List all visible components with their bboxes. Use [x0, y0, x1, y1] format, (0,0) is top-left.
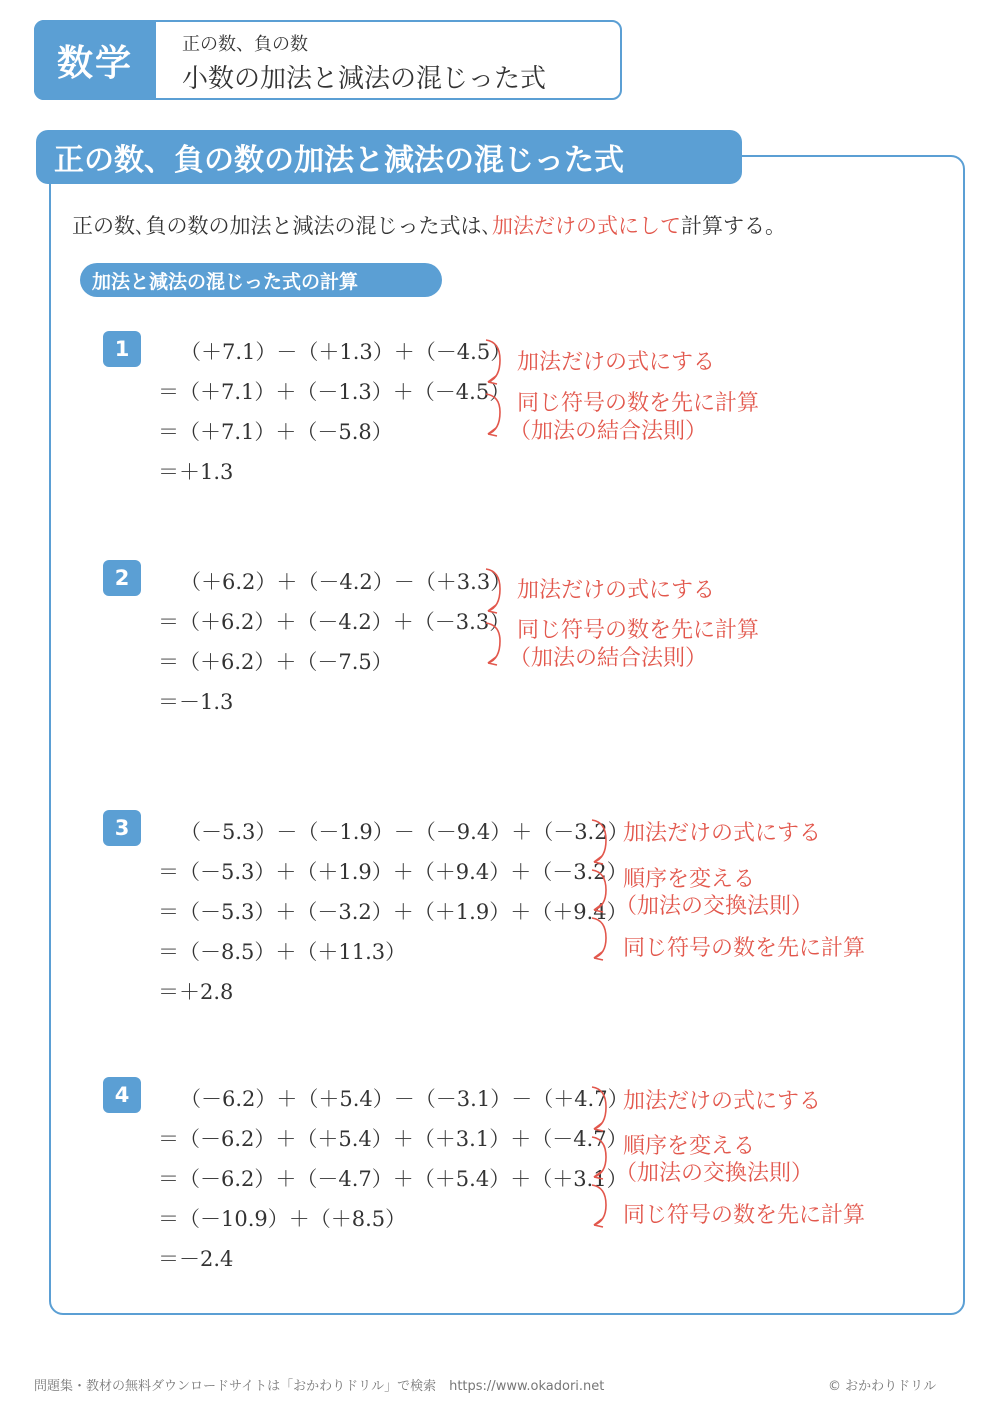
expression-line: ＝－1.3	[158, 690, 234, 714]
section-title: 正の数、負の数の加法と減法の混じった式	[36, 130, 742, 184]
expression-line: ＝＋1.3	[158, 460, 234, 484]
footer-text: 問題集・教材の無料ダウンロードサイトは「おかわりドリル」で検索 https://www.okadori.net	[34, 1379, 605, 1394]
expression-line: （－6.2）＋（＋5.4）－（－3.1）－（＋4.7）	[180, 1087, 629, 1111]
annotation: 加法だけの式にする	[517, 578, 716, 603]
bracket-arrow-icon	[590, 818, 620, 963]
annotation: 同じ符号の数を先に計算	[517, 391, 760, 416]
expression-line: （＋6.2）＋（－4.2）－（＋3.3）	[180, 570, 512, 594]
subheading: 加法と減法の混じった式の計算	[80, 263, 442, 297]
problem-number-badge: 3	[103, 810, 141, 846]
annotation: 加法だけの式にする	[623, 821, 822, 846]
annotation: 加法だけの式にする	[517, 350, 716, 375]
annotation: 同じ符号の数を先に計算	[623, 936, 866, 961]
problem-number-badge: 2	[103, 560, 141, 596]
expression-line: ＝－2.4	[158, 1247, 234, 1271]
expression-line: ＝（＋7.1）＋（－5.8）	[158, 420, 393, 444]
expression-line: ＝（－6.2）＋（－4.7）＋（＋5.4）＋（＋3.1）	[158, 1167, 628, 1191]
annotation: （加法の交換法則）	[615, 1161, 814, 1186]
annotation: 加法だけの式にする	[623, 1089, 822, 1114]
expression-line: （－5.3）－（－1.9）－（－9.4）＋（－3.2）	[180, 820, 629, 844]
intro-highlight: 加法だけの式にして	[492, 214, 681, 238]
unit-label: 正の数、負の数	[182, 34, 308, 55]
expression-line: ＝（－5.3）＋（－3.2）＋（＋1.9）＋（＋9.4）	[158, 900, 628, 924]
expression-line: （＋7.1）－（＋1.3）＋（－4.5）	[180, 340, 512, 364]
expression-line: ＝（＋7.1）＋（－1.3）＋（－4.5）	[158, 380, 511, 404]
expression-line: ＝（＋6.2）＋（－4.2）＋（－3.3）	[158, 610, 511, 634]
expression-line: ＝＋2.8	[158, 980, 234, 1004]
expression-line: ＝（－5.3）＋（＋1.9）＋（＋9.4）＋（－3.2）	[158, 860, 628, 884]
intro-text-part: 計算する。	[681, 214, 786, 238]
expression-line: ＝（－10.9）＋（＋8.5）	[158, 1207, 407, 1231]
annotation: （加法の結合法則）	[509, 646, 708, 671]
problem-number-badge: 1	[103, 331, 141, 367]
problem-number-badge: 4	[103, 1077, 141, 1113]
intro-text-part: 正の数､負の数の加法と減法の混じった式は､	[72, 214, 492, 238]
expression-line: ＝（－6.2）＋（＋5.4）＋（＋3.1）＋（－4.7）	[158, 1127, 628, 1151]
intro-text	[72, 210, 786, 240]
annotation: 順序を変える	[623, 867, 756, 892]
annotation: 順序を変える	[623, 1134, 756, 1159]
bracket-arrow-icon	[590, 1085, 620, 1230]
subject-label: 数学	[34, 20, 156, 100]
page-title: 小数の加法と減法の混じった式	[182, 64, 547, 94]
annotation: （加法の交換法則）	[615, 894, 814, 919]
expression-line: ＝（－8.5）＋（＋11.3）	[158, 940, 407, 964]
annotation: 同じ符号の数を先に計算	[517, 618, 760, 643]
footer-copyright: © おかわりドリル	[828, 1379, 937, 1394]
expression-line: ＝（＋6.2）＋（－7.5）	[158, 650, 393, 674]
annotation: （加法の結合法則）	[509, 419, 708, 444]
annotation: 同じ符号の数を先に計算	[623, 1203, 866, 1228]
